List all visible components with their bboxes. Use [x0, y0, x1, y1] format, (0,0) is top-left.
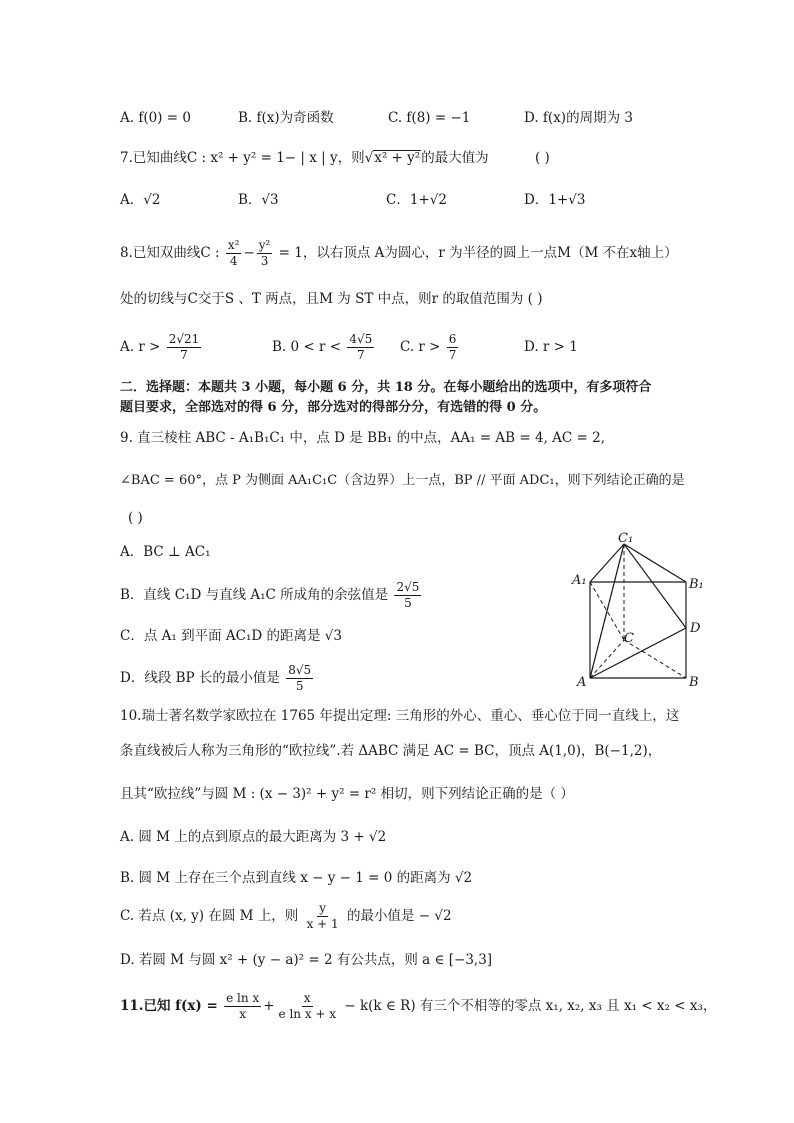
q9-option-d-prefix: D．线段 BP 长的最小值是 — [120, 670, 280, 686]
q8-frac-y-den: 3 — [260, 254, 269, 268]
q10-stem-line1: 10.瑞士著名数学家欧拉在 1765 年提出定理: 三角形的外心、重心、垂心位于同一直线上，这 — [120, 708, 680, 724]
label-a: A — [577, 675, 587, 690]
q7-option-a: A．√2 — [120, 192, 161, 208]
q11-frac-2-num: x — [303, 991, 311, 1005]
label-b: B — [689, 675, 699, 690]
q8-frac-x-num: x² — [227, 238, 240, 252]
q8-stem-line2: 处的切线与C交于S 、T 两点，且M 为 ST 中点，则r 的取值范围为 ( ) — [120, 291, 543, 307]
q9-option-a: A．BC ⊥ AC₁ — [120, 544, 211, 560]
q8-stem — [120, 236, 736, 270]
q9-option-d-num: 8√5 — [288, 663, 312, 677]
q9-option-d — [120, 661, 315, 695]
q10-option-a: A. 圆 M 上的点到原点的最大距离为 3 + √2 — [120, 829, 387, 845]
q9-paren: ( ) — [128, 510, 143, 526]
q8-stem-suffix: = 1，以右顶点 A为圆心，r 为半径的圆上一点M（M 不在x轴上） — [278, 245, 678, 261]
section2-header-line2: 题目要求，全部选对的得 6 分，部分选对的得部分分，有选错的得 0 分。 — [120, 400, 547, 415]
q11-frac-2-den: e ln x + x — [278, 1007, 337, 1021]
q8-minus: − — [243, 245, 255, 261]
q6-option-c: C. f(8) = −1 — [388, 110, 471, 126]
q10-option-c — [120, 898, 452, 934]
q7-option-b: B．√3 — [238, 192, 279, 208]
q8-frac-x-den: 4 — [229, 254, 238, 268]
q8-frac-y-num: y² — [258, 238, 271, 252]
label-c1: C₁ — [618, 531, 634, 546]
label-d: D — [690, 621, 701, 636]
q11-plus: + — [263, 998, 275, 1014]
q9-option-b-frac — [394, 580, 421, 611]
q10-option-d: D. 若圆 M 与圆 x² + (y − a)² = 2 有公共点，则 a ∈ [−3,3] — [120, 952, 493, 968]
label-a1: A₁ — [572, 573, 587, 588]
q8-stem-prefix: 8.已知双曲线C : — [120, 245, 220, 261]
q8-option-b-num: 4√5 — [349, 332, 373, 346]
q8-option-b-frac — [347, 332, 374, 363]
q9-option-d-den: 5 — [295, 679, 304, 693]
q8-option-c — [400, 330, 460, 364]
q10-option-c-den: x + 1 — [306, 917, 339, 931]
q6-option-b: B. f(x)为奇函数 — [238, 110, 334, 126]
q8-option-c-den: 7 — [448, 348, 457, 362]
q8-option-d: D. r > 1 — [524, 339, 578, 355]
q8-option-c-num: 6 — [448, 332, 457, 346]
q9-option-b-num: 2√5 — [396, 580, 420, 594]
q11-suffix: − k(k ∈ R) 有三个不相等的零点 x₁, x₂, x₃ 且 x₁ < x₂ < x₃， — [344, 998, 717, 1014]
q8-option-c-frac — [447, 332, 459, 363]
q6-option-a: A. f(0) = 0 — [120, 110, 191, 126]
q10-stem-line2: 条直线被后人称为三角形的“欧拉线”.若 ΔABC 满足 AC = BC，顶点 A(1,0)，B(−1,2)， — [120, 743, 662, 759]
label-c: C — [624, 631, 634, 646]
q8-option-b-den: 7 — [356, 348, 365, 362]
q8-frac-x — [226, 238, 242, 269]
q9-stem-line2: ∠BAC = 60°，点 P 为侧面 AA₁C₁C（含边界）上一点，BP // 平面 ADC₁，则下列结论正确的是 — [120, 473, 685, 488]
q11-frac-1-num: e ln x — [226, 991, 260, 1005]
q9-stem-line1: 9. 直三棱柱 ABC - A₁B₁C₁ 中，点 D 是 BB₁ 的中点，AA₁ = AB = 4, AC = 2, — [120, 430, 606, 446]
q10-option-c-prefix: C. 若点 (x, y) 在圆 M 上，则 — [120, 908, 299, 924]
q7-stem-suffix: 的最大值为 — [421, 150, 489, 166]
q10-option-c-num: y — [319, 901, 327, 915]
q8-option-c-prefix: C. r > — [400, 339, 441, 355]
q10-stem-line3: 且其“欧拉线”与圆 M : (x − 3)² + y² = r² 相切，则下列结论正确的是（ ） — [120, 786, 574, 802]
q6-option-d: D. f(x)的周期为 3 — [524, 110, 633, 126]
q7-option-c: C．1+√2 — [386, 192, 447, 208]
q10-option-c-suffix: 的最小值是 − √2 — [346, 908, 452, 924]
q7-stem: 7.已知曲线C : x² + y² = 1− | x | y，则√x² + y²的最大值为 ( ) — [120, 150, 550, 166]
q9-option-b-den: 5 — [404, 596, 412, 610]
edge-a-d — [590, 628, 686, 678]
q9-option-b-prefix: B．直线 C₁D 与直线 A₁C 所成角的余弦值是 — [120, 587, 389, 603]
q8-option-b-prefix: B. 0 < r < — [272, 339, 342, 355]
edge-a-c1 — [590, 544, 624, 678]
q8-option-a-den: 7 — [180, 348, 188, 362]
q7-stem-root: x² + y² — [374, 150, 421, 166]
q11-frac-1-den: x — [239, 1007, 247, 1021]
q8-frac-y — [257, 238, 273, 269]
q8-option-a — [120, 330, 203, 364]
q11-frac-1 — [224, 991, 261, 1022]
q8-option-a-prefix: A. r > — [120, 339, 161, 355]
q10-option-b: B. 圆 M 上存在三个点到直线 x − y − 1 = 0 的距离为 √2 — [120, 870, 473, 886]
label-b1: B₁ — [689, 577, 704, 592]
q9-option-c: C．点 A₁ 到平面 AC₁D 的距离是 √3 — [120, 628, 342, 644]
q9-option-d-frac — [286, 663, 313, 694]
q8-option-a-frac — [167, 332, 202, 363]
q11-prefix: 11.已知 f(x) = — [120, 998, 218, 1014]
edge-c1-b1 — [624, 544, 686, 582]
q10-option-c-frac — [305, 901, 341, 932]
q7-option-d: D．1+√3 — [524, 192, 586, 208]
q7-stem-prefix: 7.已知曲线C : x² + y² = 1− | x | y，则 — [120, 150, 365, 166]
q8-option-a-num: 2√21 — [168, 332, 200, 346]
q7-paren: ( ) — [534, 150, 550, 166]
q11-frac-2 — [277, 991, 339, 1022]
edge-c1-d — [624, 544, 686, 628]
q9-prism-figure — [568, 530, 718, 690]
q9-option-b — [120, 578, 423, 612]
section2-header-line1: 二．选择题：本题共 3 小题，每小题 6 分，共 18 分。在每小题给出的选项中，有多项符合 — [120, 380, 652, 395]
q8-option-b — [272, 330, 376, 364]
q11-stem — [120, 988, 774, 1024]
